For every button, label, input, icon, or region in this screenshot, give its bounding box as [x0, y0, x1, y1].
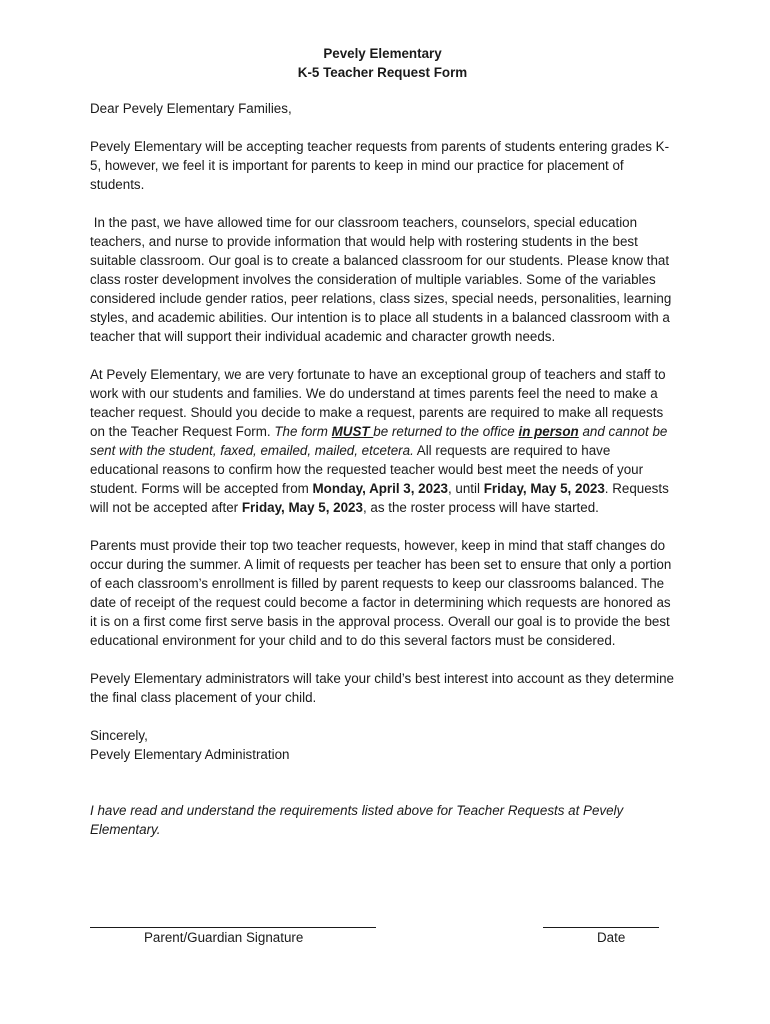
- paragraph-request-process: [90, 365, 675, 517]
- school-name: Pevely Elementary: [323, 46, 442, 61]
- paragraph-requests-limit: Parents must provide their top two teacher requests, however, keep in mind that staff changes do occur during the summer. A limit of requests per teacher has been set to ensure that only a portion of each classroom’s enrollment is filled by parent requests to keep our classrooms balanced. The date of receipt of the request could become a factor in determining which requests are honored as it is on a first come first serve basis in the approval process. Overall our goal is to provide the best educational environment for your child and to do this several factors must be considered.: [90, 538, 672, 648]
- end-date-repeat: Friday, May 5, 2023: [241, 500, 363, 515]
- date-line[interactable]: [543, 911, 659, 928]
- request-text-e: . Requests will not be accepted after: [90, 481, 669, 515]
- request-italic-1: The form: [274, 424, 332, 439]
- paragraph-intro: Pevely Elementary will be accepting teacher requests from parents of students entering grades K-5, however, we feel it is important for parents to keep in mind our practice for placement of students.: [90, 139, 670, 192]
- salutation: Dear Pevely Elementary Families,: [90, 101, 292, 116]
- letter-body: [90, 44, 675, 839]
- request-italic-2: be returned to the office: [373, 424, 519, 439]
- date-label: Date: [597, 930, 626, 945]
- request-text-a: At Pevely Elementary, we are very fortunate to have an exceptional group of teachers and staff to work with our students and families. We do understand at times parents feel the need to make a teacher request. Should you decide to make a request, parents are required to make all requests on the Teacher Request Form.: [90, 367, 666, 439]
- form-title: K-5 Teacher Request Form: [297, 65, 468, 80]
- parent-signature-line[interactable]: [90, 911, 376, 928]
- request-italic-3: and cannot be sent with the student, faxed, emailed, mailed, etcetera.: [90, 424, 668, 458]
- signoff: Pevely Elementary Administration: [90, 747, 290, 762]
- must-emphasis: MUST: [331, 424, 374, 439]
- start-date: Monday, April 3, 2023: [312, 481, 448, 496]
- paragraph-past-practice: [90, 213, 675, 346]
- request-text-c: All requests are required to have educational reasons to confirm how the requested teacher would best meet the needs of your student. Forms will be accepted from: [90, 443, 644, 496]
- request-text-f: , as the roster process will have started.: [362, 500, 599, 515]
- acknowledgement-statement: I have read and understand the requirements listed above for Teacher Requests at Pevely Elementary.: [90, 803, 624, 837]
- parent-signature-label: Parent/Guardian Signature: [144, 930, 304, 945]
- in-person-emphasis: in person: [518, 424, 579, 439]
- paragraph-administrators: Pevely Elementary administrators will take your child’s best interest into account as they determine the final class placement of your child.: [90, 671, 675, 705]
- end-date: Friday, May 5, 2023: [483, 481, 605, 496]
- signature-section: [90, 911, 675, 951]
- closing: Sincerely,: [90, 728, 148, 743]
- request-text-d: , until: [447, 481, 484, 496]
- paragraph-past-practice-text: In the past, we have allowed time for our classroom teachers, counselors, special education teachers, and nurse to provide information that would help with rostering students in the best suitable classroom. Our goal is to create a balanced classroom for our students. Please know that class roster development involves the consideration of multiple variables. Some of the variables considered include gender ratios, peer relations, class sizes, special needs, personalities, learning styles, and academic abilities. Our intention is to place all students in a balanced classroom with a teacher that will support their individual academic and character growth needs.: [90, 215, 672, 344]
